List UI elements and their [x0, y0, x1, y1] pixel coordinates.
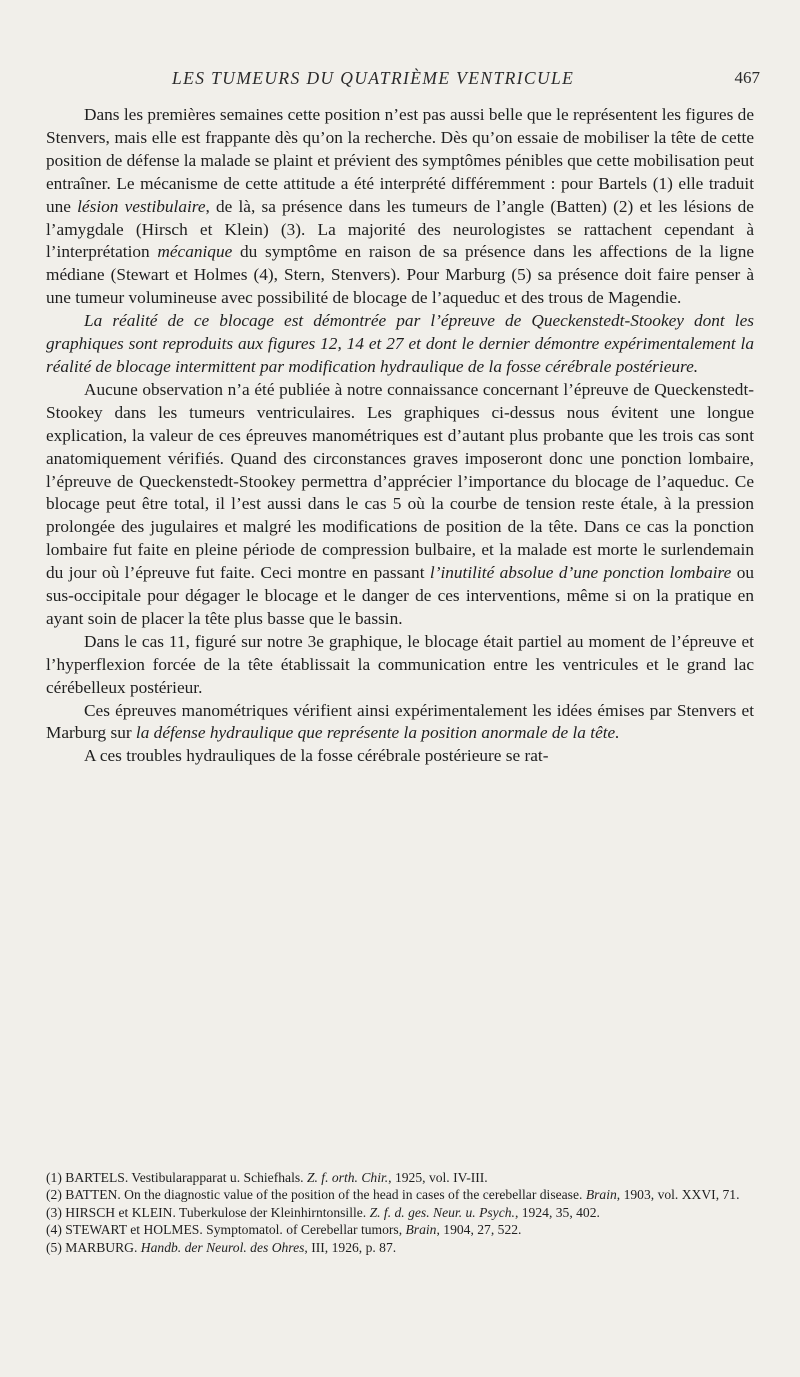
paragraph-3-text-c: ou sus-occipitale pour dégager le blocage et le danger de ces interventions, même si on la pratique en ayant soin de placer la tête plus basse que le bassin.: [46, 563, 754, 628]
paragraph-5: [46, 700, 754, 746]
paragraph-5-emphasis-defense: la défense hydraulique que représente la position anormale de la tête.: [135, 723, 620, 743]
paragraph-2: La réalité de ce blocage est démontrée par l’épreuve de Queckenstedt-Stookey dont les graphiques sont reproduits aux figures 12, 14 et 27 et dont le dernier démontre expérimentalement la réalité de blocage intermittent par modification hydraulique de la fosse cérébrale postérieure.: [46, 311, 754, 376]
footnote-3: [46, 1204, 754, 1221]
paragraph-1-text-c: , de là, sa présence dans les tumeurs de l’angle (Batten) (2) et les lésions de l’amygdale (Hirsch et Klein) (3). La majorité des neurologistes se rattachent cependant à l’interprétation: [46, 196, 754, 262]
paragraph-3-emphasis-inutilite: l’inutilité absolue d’une ponction lombaire: [429, 563, 732, 583]
running-title: LES TUMEURS DU QUATRIÈME VENTRICULE: [172, 68, 575, 88]
paragraph-1-text-e: du symptôme en raison de sa présence dans les affections de la ligne médiane (Stewart et Holmes (4), Stern, Stenvers). Pour Marburg (5) sa présence doit faire penser à une tumeur volumineuse avec possibilité de blocage de l’aqueduc et des trous de Magendie.: [46, 242, 755, 308]
body-text: [46, 104, 754, 768]
footnote-2: [46, 1186, 754, 1203]
footnote-5-text-c: , III, 1926, p. 87.: [304, 1239, 397, 1255]
paragraph-3-text-a: Aucune observation n’a été publiée à notre connaissance concernant l’épreuve de Queckenstedt-Stookey dans les tumeurs ventriculaires. Les graphiques ci-dessus nous évitent une longue explication, la valeur de ces épreuves manométriques est d’autant plus probante que les trois cas sont anatomiquement vérifiés. Quand des circonstances graves imposeront donc une ponction lombaire, l’épreuve de Queckenstedt-Stookey permettra d’apprécier l’importance du blocage de l’aqueduc. Ce blocage peut être total, il l’est aussi dans le cas 5 où la courbe de tension reste étale, à la pression prolongée des jugulaires et malgré les modifications de position de la tête. Dans ce cas la ponction lombaire fut faite en pleine période de compression bulbaire, et la malade est morte le surlendemain du jour où l’épreuve fut faite. Ceci montre en passant: [46, 379, 754, 583]
footnotes: [46, 1169, 754, 1256]
paragraph-1-text-a: Dans les premières semaines cette position n’est pas aussi belle que le représentent les figures de Stenvers, mais elle est frappante dès qu’on la recherche. Dès qu’on essaie de mobiliser la tête de cette position de défense la malade se plaint et prévient des symptômes pénibles que cette mobilisation peut entraîner. Le mécanisme de cette attitude a été interprété différemment : pour Bartels (1) elle traduit une: [46, 105, 754, 216]
paragraph-6: A ces troubles hydrauliques de la fosse cérébrale postérieure se rat-: [84, 746, 549, 766]
footnote-4-text-c: , 1904, 27, 522.: [436, 1222, 522, 1238]
paragraph-1-emphasis-mecanique: mécanique: [157, 242, 233, 262]
footnote-1-text-c: , 1925, vol. IV-III.: [388, 1170, 488, 1185]
footnote-1-journal: Z. f. orth. Chir.: [306, 1170, 389, 1185]
footnote-4-text-a: (4) STEWART et HOLMES. Symptomatol. of Cerebellar tumors,: [46, 1222, 406, 1238]
paragraph-1-emphasis-vestibulaire: lésion vestibulaire: [77, 196, 206, 216]
page-number: 467: [734, 68, 760, 87]
footnote-2-text-c: , 1903, vol. XXVI, 71.: [616, 1187, 740, 1203]
paragraph-5-text-a: Ces épreuves manométriques vérifient ainsi expérimentalement les idées émises par Stenvers et Marburg sur: [46, 700, 754, 743]
footnote-4: [46, 1221, 754, 1238]
footnote-1: [46, 1169, 754, 1186]
footnote-3-text-a: (3) HIRSCH et KLEIN. Tuberkulose der Kleinhirntonsille.: [46, 1204, 370, 1220]
footnote-5-journal: Handb. der Neurol. des Ohres: [140, 1239, 305, 1255]
footnote-5-text-a: (5) MARBURG.: [46, 1239, 141, 1255]
footnote-3-text-c: , 1924, 35, 402.: [514, 1204, 600, 1220]
paragraph-3: [46, 379, 754, 631]
paragraph-1: [46, 104, 754, 310]
footnote-5: [46, 1239, 754, 1256]
footnote-4-journal: Brain: [405, 1222, 437, 1238]
footnote-1-text-a: (1) BARTELS. Vestibularapparat u. Schiefhals.: [46, 1170, 307, 1185]
footnote-2-text-a: (2) BATTEN. On the diagnostic value of the position of the head in cases of the cerebellar disease.: [46, 1187, 586, 1203]
footnote-3-journal: Z. f. d. ges. Neur. u. Psych.: [369, 1204, 515, 1220]
footnote-2-journal: Brain: [585, 1187, 617, 1203]
paragraph-4: Dans le cas 11, figuré sur notre 3e graphique, le blocage était partiel au moment de l’épreuve et l’hyperflexion forcée de la tête établissait la communication entre les ventricules et le grand lac cérébelleux postérieur.: [46, 631, 754, 697]
page-header: [60, 68, 760, 98]
